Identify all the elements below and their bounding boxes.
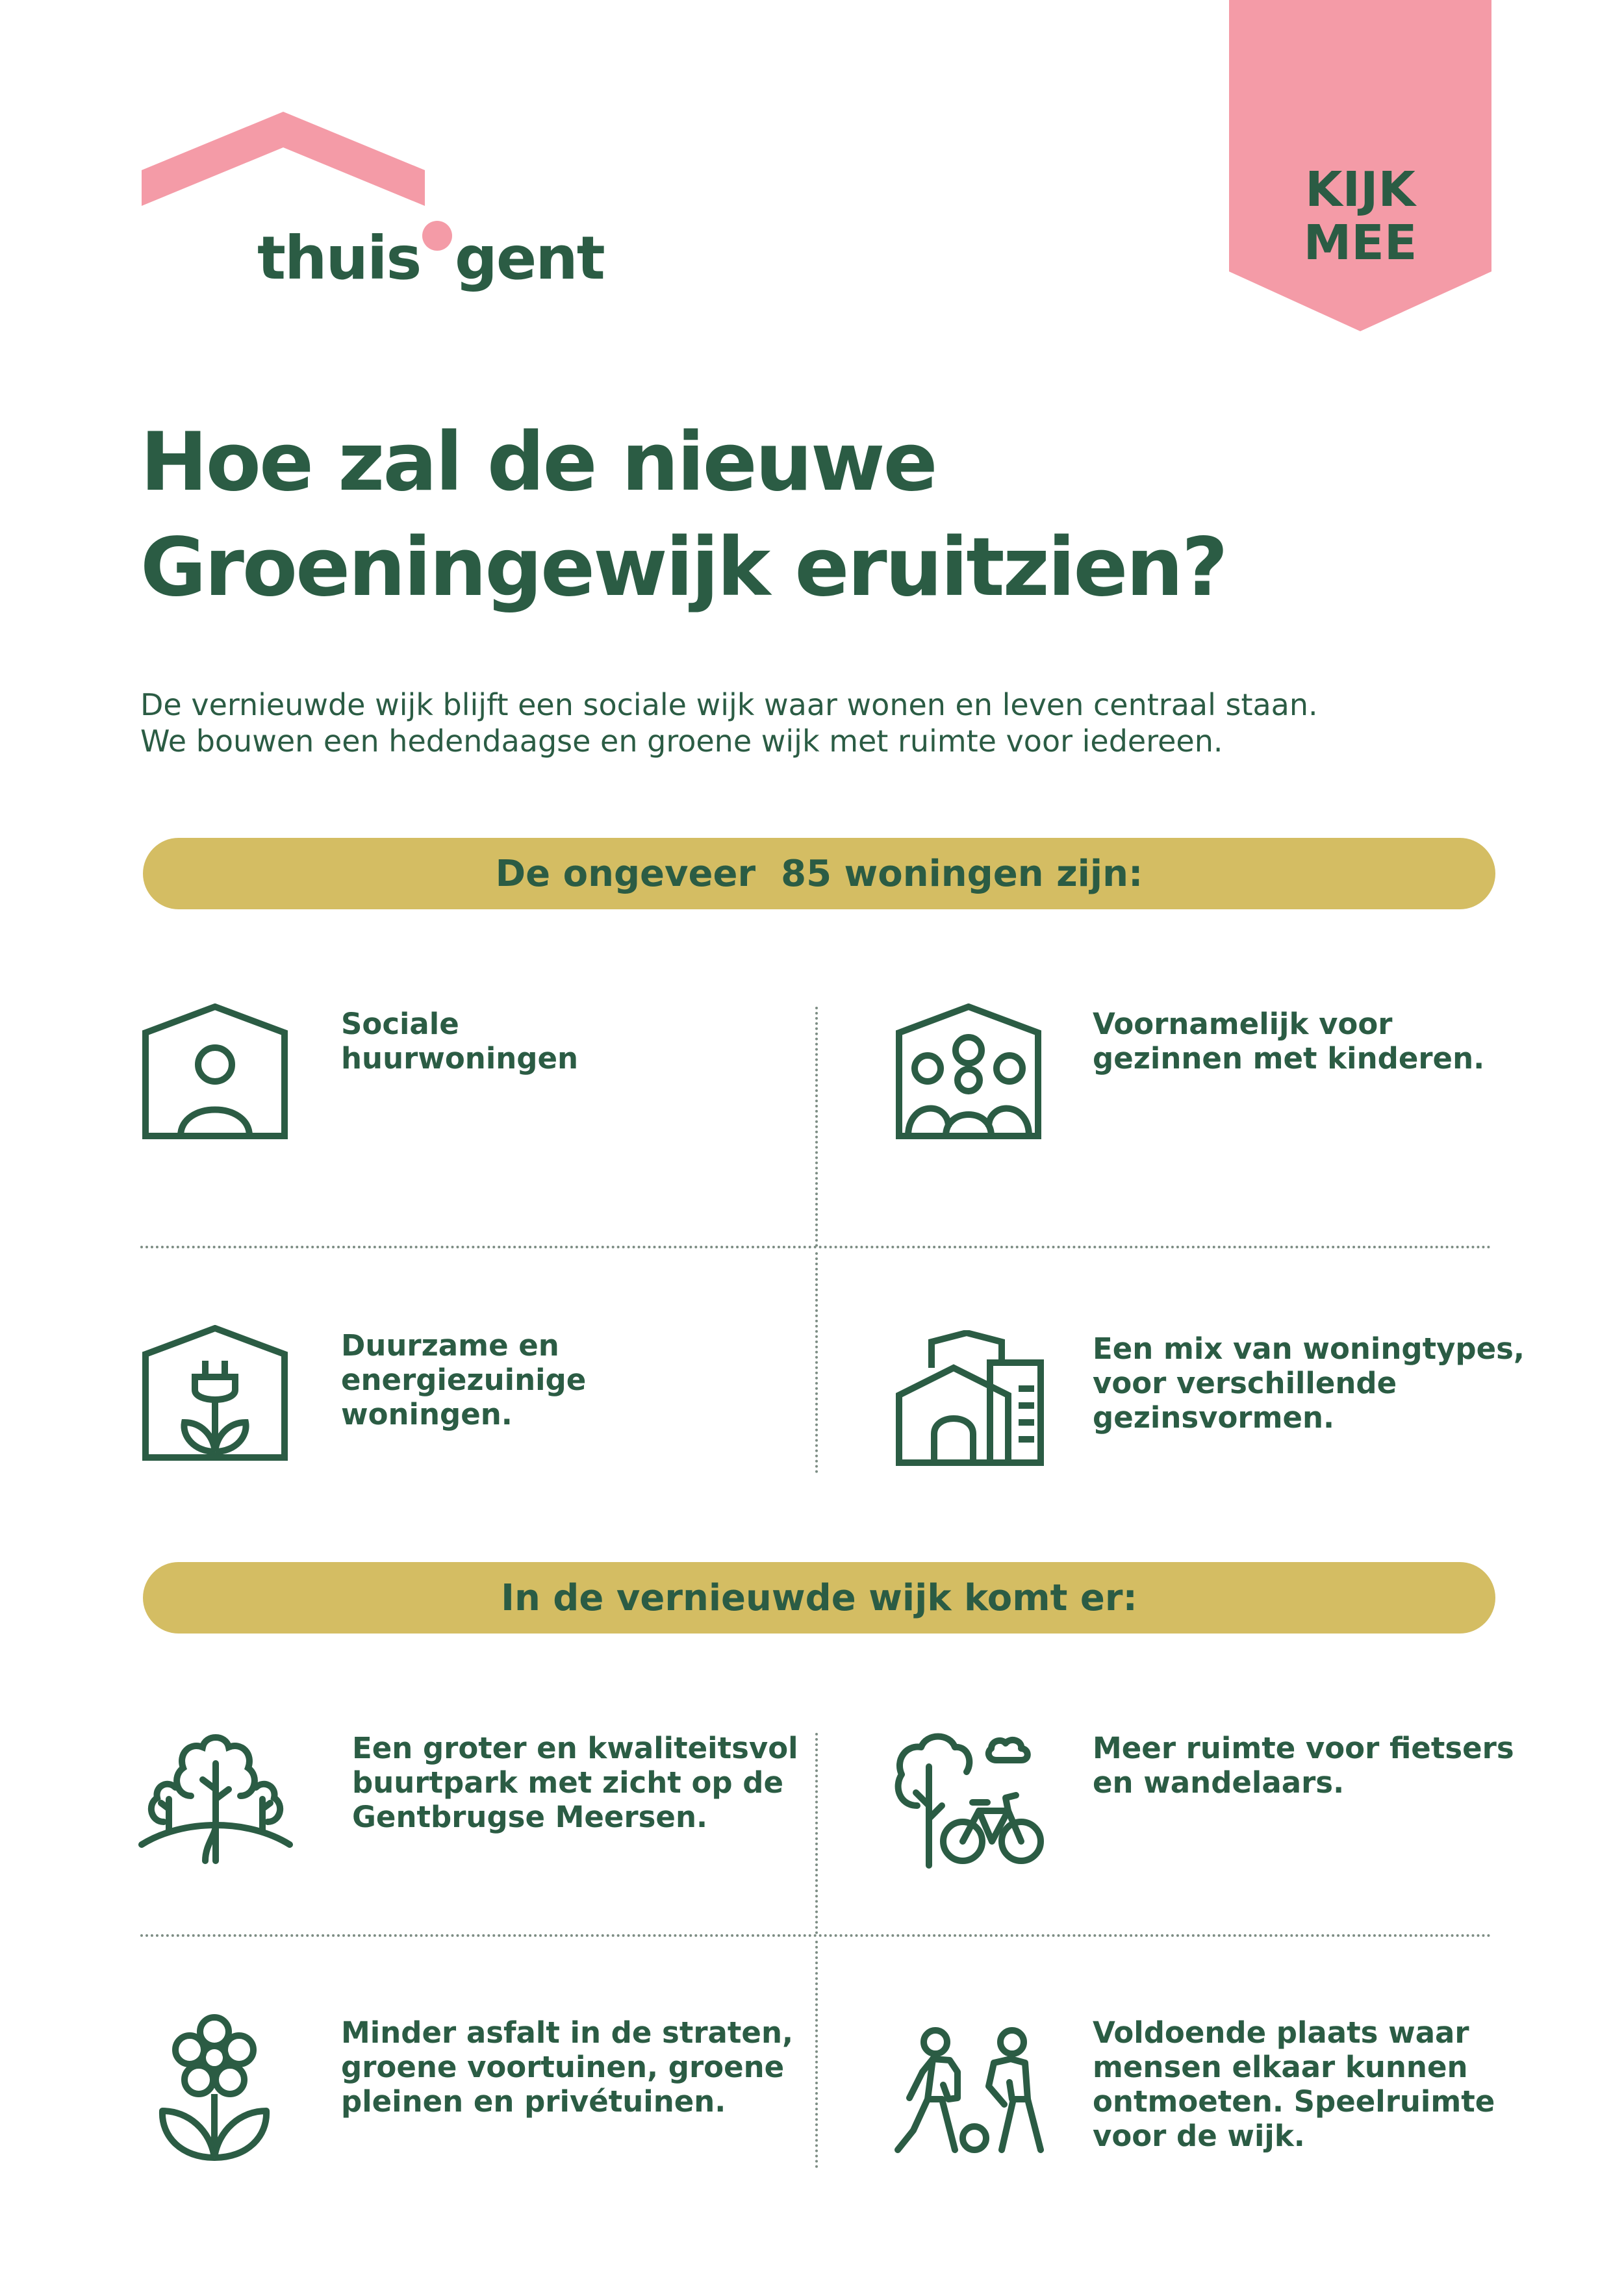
people-playing-icon (890, 2026, 1052, 2156)
item-text-line: groene voortuinen, groene (341, 2050, 785, 2084)
item-text-line: woningen. (341, 1397, 513, 1432)
item-text-line: energiezuinige (341, 1363, 587, 1397)
house-energy-icon (142, 1325, 288, 1461)
bicycle-tree-icon (891, 1728, 1047, 1871)
item-text-line: en wandelaars. (1093, 1765, 1345, 1800)
item-text (1093, 1731, 1514, 1800)
item-text-line: gezinsvormen. (1093, 1400, 1335, 1435)
ribbon-text-line2: MEE (1303, 215, 1417, 271)
ribbon-text-line1: KIJK (1305, 162, 1415, 218)
house-family-icon (895, 1003, 1042, 1140)
item-text-line: Een groter en kwaliteitsvol (352, 1731, 798, 1765)
flower-icon (156, 2013, 273, 2163)
intro-text-line2: We bouwen een hedendaagse en groene wijk met ruimte voor iedereen. (140, 724, 1223, 759)
logo-text-gent: gent (455, 223, 604, 293)
section-heading-text: In de vernieuwde wijk komt er: (501, 1576, 1137, 1619)
page-title-line2: Groeningewijk eruitzien? (140, 521, 1226, 614)
item-text (341, 1007, 578, 1076)
divider-vertical (815, 1007, 818, 1247)
item-text-line: pleinen en privétuinen. (341, 2084, 726, 2119)
item-text (1093, 1007, 1484, 1076)
item-text-line: Minder asfalt in de straten, (341, 2015, 794, 2050)
section-heading-bar (143, 838, 1495, 909)
item-text-line: ontmoeten. Speelruimte (1093, 2084, 1495, 2119)
building-mix-icon (895, 1330, 1045, 1467)
item-text-line: Gentbrugse Meersen. (352, 1800, 708, 1834)
item-text-line: Een mix van woningtypes, (1093, 1331, 1525, 1366)
divider-vertical (815, 1733, 818, 1934)
item-text-line: Voornamelijk voor (1093, 1007, 1393, 1041)
item-text (1093, 2015, 1495, 2153)
logo-dot (422, 221, 452, 251)
house-person-icon (142, 1003, 288, 1140)
item-text (341, 2015, 793, 2119)
divider-horizontal (140, 1934, 1491, 1937)
park-trees-icon (138, 1728, 294, 1871)
item-text-line: voor de wijk. (1093, 2119, 1305, 2153)
item-text (341, 1328, 586, 1432)
section-heading-text: De ongeveer 85 woningen zijn: (495, 852, 1143, 895)
divider-vertical (815, 1941, 818, 2168)
item-text-line: voor verschillende (1093, 1366, 1397, 1400)
divider-horizontal (140, 1246, 1491, 1248)
item-text (352, 1731, 798, 1834)
divider-vertical (815, 1252, 818, 1473)
item-text-line: Sociale (341, 1007, 459, 1041)
item-text (1093, 1331, 1525, 1435)
item-text-line: Voldoende plaats waar (1093, 2015, 1469, 2050)
item-text-line: gezinnen met kinderen. (1093, 1041, 1485, 1076)
item-text-line: mensen elkaar kunnen (1093, 2050, 1468, 2084)
item-text-line: Meer ruimte voor fietsers (1093, 1731, 1514, 1765)
section-heading-bar (143, 1562, 1495, 1634)
item-text-line: buurtpark met zicht op de (352, 1765, 783, 1800)
page-title-line1: Hoe zal de nieuwe (140, 416, 936, 509)
logo-text-thuis: thuis (257, 223, 421, 293)
item-text-line: huurwoningen (341, 1041, 579, 1076)
intro-text-line1: De vernieuwde wijk blijft een sociale wijk waar wonen en leven centraal staan. (140, 687, 1318, 722)
item-text-line: Duurzame en (341, 1328, 559, 1363)
logo-roof-icon (142, 112, 427, 209)
